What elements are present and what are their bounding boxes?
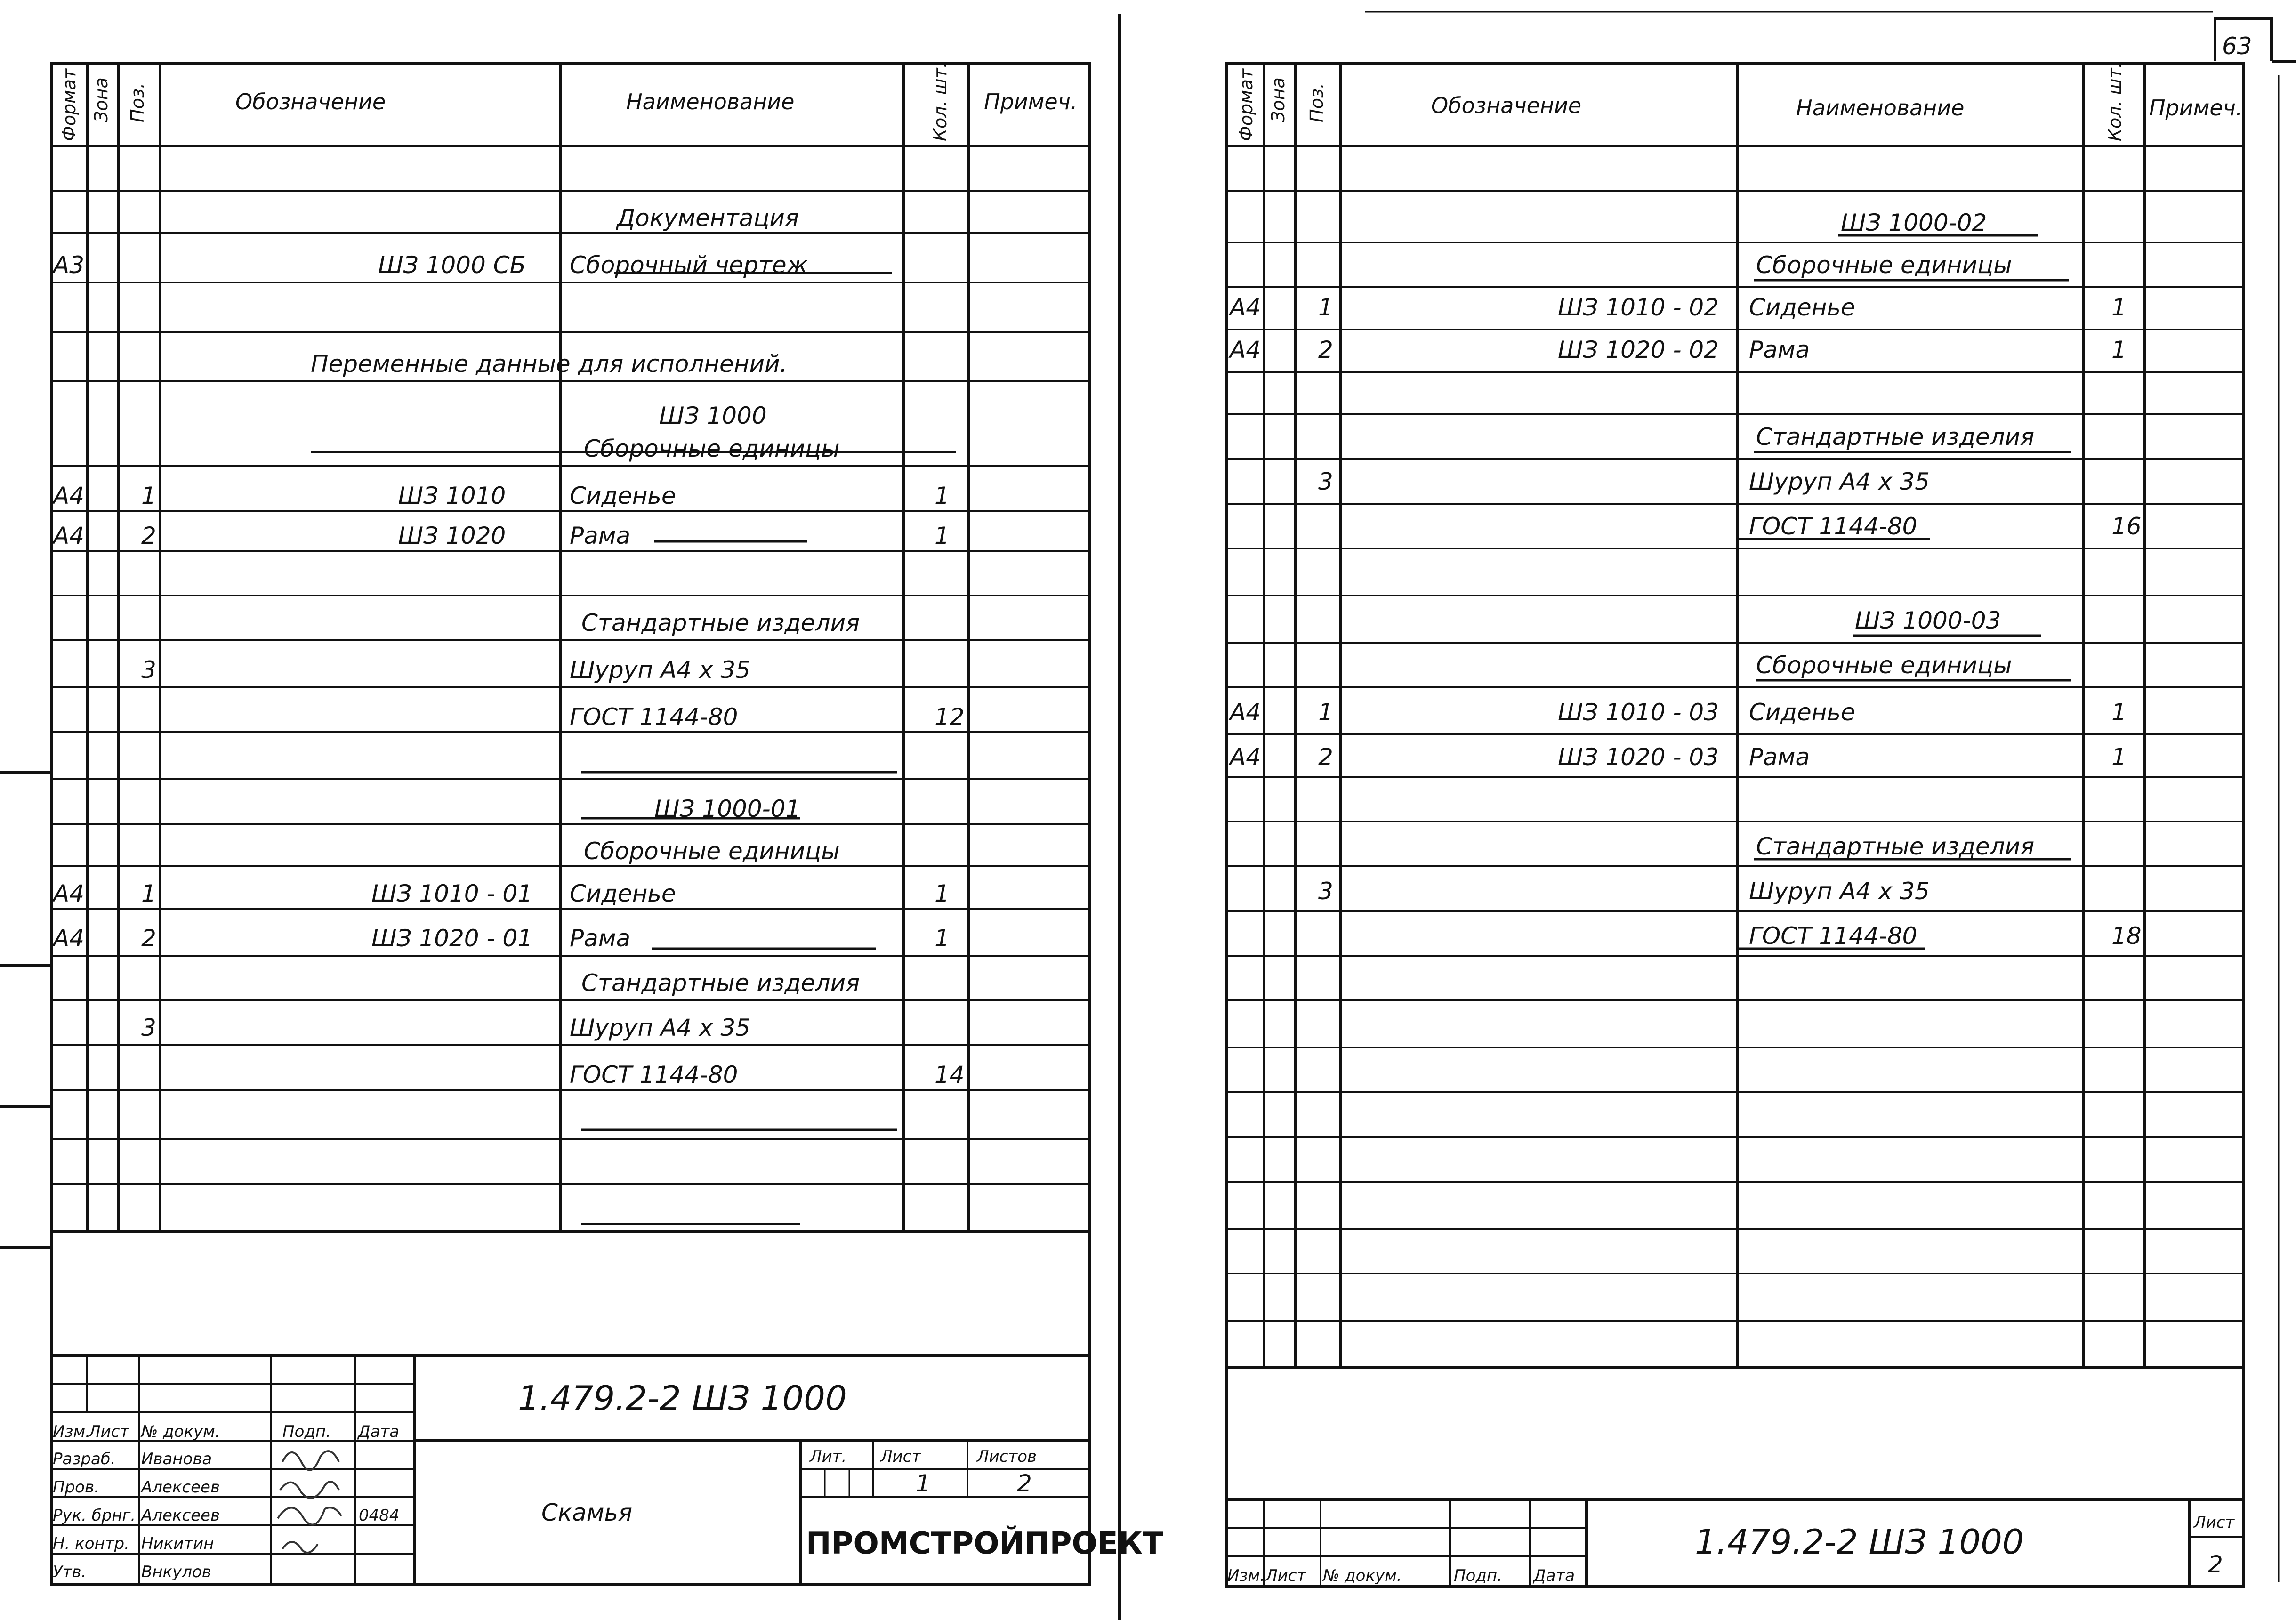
- spec-name-cell: Стандартные изделия: [1756, 833, 2035, 860]
- spec-name-cell: Рама: [1749, 743, 1810, 771]
- spec-designation-cell: ШЗ 1020: [398, 522, 506, 549]
- spec-pos-cell: 3: [141, 656, 156, 684]
- spec-name-cell: Шуруп А4 х 35: [1749, 468, 1930, 495]
- tb-person-3: Никитин: [141, 1534, 214, 1553]
- tb-date: Дата: [358, 1422, 400, 1441]
- spec-format-cell: А4: [53, 925, 85, 952]
- spec-name-cell: Рама: [1749, 336, 1810, 363]
- sheet-label: Лист: [2194, 1513, 2235, 1532]
- sheets-label: Листов: [977, 1447, 1037, 1466]
- col-pos: Поз.: [127, 82, 148, 122]
- spec-designation-cell: ШЗ 1000 СБ: [378, 251, 526, 279]
- col-zone: Зона: [91, 77, 112, 122]
- spec-name-cell: Сиденье: [1749, 699, 1855, 726]
- col-designation: Обозначение: [1431, 93, 1582, 118]
- spec-qty-cell: 1: [2111, 294, 2127, 321]
- col-qty: Кол. шт.: [2104, 62, 2125, 141]
- col-designation: Обозначение: [235, 89, 386, 114]
- spec-name-cell: ГОСТ 1144-80: [1749, 922, 1917, 950]
- tb-docnum: № докум.: [141, 1422, 220, 1441]
- item-name: Скамья: [541, 1499, 633, 1526]
- col-qty: Кол. шт.: [930, 62, 951, 141]
- spec-name-cell: Документация: [617, 204, 799, 232]
- col-format: Формат: [1236, 68, 1257, 141]
- lit-label: Лит.: [810, 1447, 847, 1466]
- tb-izm: Изм.: [1227, 1566, 1265, 1585]
- spec-name-cell: ГОСТ 1144-80: [570, 703, 738, 731]
- spec-designation-cell: ШЗ 1020 - 03: [1557, 743, 1719, 771]
- spec-name-cell: Шуруп А4 х 35: [570, 656, 750, 684]
- spec-pos-cell: 1: [141, 880, 156, 907]
- spec-pos-cell: 2: [1318, 743, 1333, 771]
- col-name: Наименование: [1796, 95, 1965, 121]
- signature-mark: [282, 1542, 318, 1553]
- col-note: Примеч.: [984, 89, 1078, 114]
- tb-person-2: Алексеев: [141, 1506, 220, 1525]
- tb-sign: Подп.: [282, 1422, 331, 1441]
- spec-name-cell: Сборочные единицы: [584, 435, 840, 462]
- sheets-value: 2: [1017, 1470, 1032, 1497]
- spec-designation-cell: ШЗ 1020 - 01: [371, 925, 533, 952]
- spec-pos-cell: 1: [1318, 699, 1333, 726]
- spec-qty-cell: 1: [935, 925, 950, 952]
- spec-pos-cell: 2: [141, 522, 156, 549]
- tb-role-4: Утв.: [53, 1563, 87, 1581]
- tb-person-1: Алексеев: [141, 1478, 220, 1497]
- spec-name-cell: Рама: [570, 522, 631, 549]
- spec-format-cell: А4: [53, 482, 85, 509]
- doc-code: 1.479.2-2 ШЗ 1000: [1695, 1522, 2024, 1562]
- spec-qty-cell: 1: [935, 482, 950, 509]
- spec-name-cell: Шуруп А4 х 35: [1749, 878, 1930, 905]
- left-title-block: [53, 1378, 1163, 1581]
- tb-list: Лист: [1265, 1566, 1306, 1585]
- spec-format-cell: А4: [53, 522, 85, 549]
- tb-sign: Подп.: [1454, 1566, 1502, 1585]
- spec-designation-cell: ШЗ 1020 - 02: [1557, 336, 1719, 363]
- right-header: [1236, 62, 2243, 141]
- spec-pos-cell: 2: [1318, 336, 1333, 363]
- spec-name-cell: Сборочные единицы: [1756, 251, 2012, 279]
- spec-designation-cell: ШЗ 1010 - 02: [1557, 294, 1719, 321]
- spec-name-cell: Стандартные изделия: [581, 969, 860, 997]
- tb-role-1: Пров.: [53, 1478, 99, 1497]
- spec-pos-cell: 3: [141, 1014, 156, 1041]
- spec-pos-cell: 1: [141, 482, 156, 509]
- page-number: 63: [2222, 32, 2252, 60]
- tb-role-0: Разраб.: [53, 1450, 116, 1468]
- spec-name-cell: Сиденье: [570, 880, 676, 907]
- spec-format-cell: А4: [1230, 699, 1261, 726]
- spec-qty-cell: 12: [935, 703, 965, 731]
- spec-name-cell: Рама: [570, 925, 631, 952]
- spec-name-cell: ГОСТ 1144-80: [1749, 513, 1917, 540]
- organization: ПРОМСТРОЙПРОЕКТ: [806, 1526, 1163, 1561]
- spec-name-cell: ГОСТ 1144-80: [570, 1061, 738, 1088]
- spec-qty-cell: 1: [2111, 743, 2127, 771]
- spec-name-cell: Стандартные изделия: [581, 609, 860, 637]
- tb-date: Дата: [1533, 1566, 1575, 1585]
- sheet-value: 2: [2208, 1551, 2223, 1578]
- spec-qty-cell: 14: [935, 1061, 965, 1088]
- spec-name-cell: ШЗ 1000-03: [1855, 607, 2001, 634]
- right-spec-rows: [1228, 209, 2142, 950]
- doc-code: 1.479.2-2 ШЗ 1000: [518, 1378, 847, 1418]
- sheet-label: Лист: [880, 1447, 921, 1466]
- spec-name-cell: Сиденье: [1749, 294, 1855, 321]
- spec-qty-cell: 1: [935, 522, 950, 549]
- spec-pos-cell: 2: [141, 925, 156, 952]
- col-format: Формат: [59, 68, 80, 141]
- spec-qty-cell: 18: [2111, 922, 2142, 950]
- spec-qty-cell: 1: [2111, 336, 2127, 363]
- tb-date-2: 0484: [359, 1506, 400, 1525]
- left-header: [59, 62, 1078, 141]
- tb-docnum: № докум.: [1323, 1566, 1402, 1585]
- spec-pos-cell: 1: [1318, 294, 1333, 321]
- spec-name-cell: Стандартные изделия: [1756, 423, 2035, 451]
- spec-pos-cell: 3: [1318, 468, 1333, 495]
- tb-person-4: Внкулов: [141, 1563, 211, 1581]
- spec-designation-cell: ШЗ 1010 - 01: [371, 880, 533, 907]
- col-name: Наименование: [626, 89, 795, 114]
- spec-format-cell: А4: [53, 880, 85, 907]
- spec-span-cell: Переменные данные для исполнений.: [311, 350, 788, 378]
- spec-format-cell: А4: [1230, 294, 1261, 321]
- sheet-value: 1: [916, 1470, 931, 1497]
- spec-name-cell: Шуруп А4 х 35: [570, 1014, 750, 1041]
- tb-role-3: Н. контр.: [53, 1534, 129, 1553]
- spec-name-cell: Сборочный чертеж: [570, 251, 808, 279]
- tb-list: Лист: [89, 1422, 129, 1441]
- spec-designation-cell: ШЗ 1010 - 03: [1557, 699, 1719, 726]
- signature-mark: [282, 1451, 339, 1470]
- spec-name-cell: Сиденье: [570, 482, 676, 509]
- tb-role-2: Рук. брнг.: [53, 1506, 136, 1525]
- col-note: Примеч.: [2149, 95, 2243, 121]
- spec-qty-cell: 16: [2111, 513, 2142, 540]
- col-zone: Зона: [1268, 77, 1289, 122]
- signature-mark: [280, 1482, 339, 1498]
- spec-name-cell: Сборочные единицы: [1756, 652, 2012, 679]
- spec-designation-cell: ШЗ 1010: [398, 482, 506, 509]
- spec-format-cell: А4: [1230, 743, 1261, 771]
- col-pos: Поз.: [1306, 82, 1327, 122]
- signature-mark: [278, 1507, 341, 1524]
- spec-name-cell: ШЗ 1000: [659, 402, 767, 429]
- spec-qty-cell: 1: [2111, 699, 2127, 726]
- spec-name-cell: ШЗ 1000-02: [1841, 209, 1987, 236]
- spec-format-cell: А3: [53, 251, 85, 279]
- spec-format-cell: А4: [1230, 336, 1261, 363]
- right-title-block: [1227, 1513, 2235, 1585]
- tb-person-0: Иванова: [141, 1450, 212, 1468]
- spec-qty-cell: 1: [935, 880, 950, 907]
- spec-name-cell: ШЗ 1000-01: [654, 795, 801, 822]
- tb-izm: Изм.: [53, 1422, 90, 1441]
- spec-pos-cell: 3: [1318, 878, 1333, 905]
- spec-name-cell: Сборочные единицы: [584, 838, 840, 865]
